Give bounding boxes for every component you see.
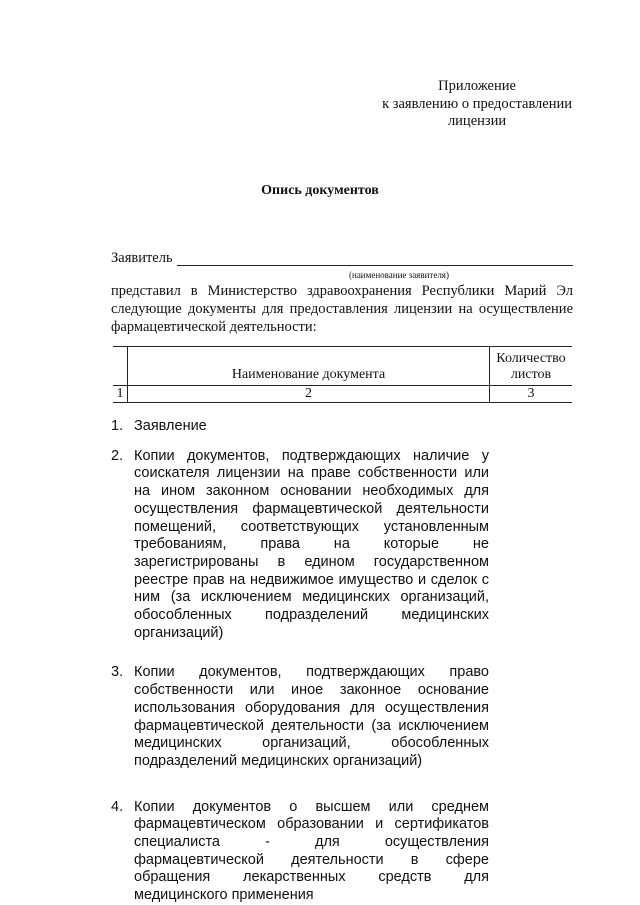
header-cell-sheet-count: Количество листов bbox=[490, 347, 573, 386]
table-header-row bbox=[113, 347, 572, 386]
list-item bbox=[111, 418, 489, 436]
list-item-text: Копии документов о высшем или среднем фармацевтическом образовании и сертификатов специалиста - для осуществления фармацевтической деятельности в сфере обращения лекарственных средств для медицинского применения bbox=[134, 798, 489, 904]
header-cell-document-name: Наименование документа bbox=[128, 347, 490, 386]
list-item bbox=[111, 664, 489, 770]
list-item-text: Копии документов, подтверждающих наличие у соискателя лицензии на праве собственности или на ином законном основании необходимых для осуществления фармацевтической деятельности помещений, соответствующих установленным требованиям, права на которые не зарегистрированы в едином государственном реестре прав на недвижимое имущество и сделок с ним (за исключением медицинских организаций, обособленных подразделений медицинских организаций) bbox=[134, 447, 489, 641]
appendix-line-2: к заявлению о предоставлении bbox=[382, 95, 572, 112]
table-cell: 2 bbox=[128, 386, 490, 403]
list-item-number: 4. bbox=[111, 798, 124, 815]
list-item-text: Копии документов, подтверждающих право собственности или иное законное основание использования оборудования для осуществления фармацевтической деятельности (за исключением медицинских организаций, обособленных подразделений медицинских организаций) bbox=[134, 664, 489, 769]
table-cell: 3 bbox=[490, 386, 573, 403]
list-item-number: 3. bbox=[111, 664, 124, 681]
appendix-line-3: лицензии bbox=[447, 113, 507, 129]
list-item-text: Заявление bbox=[134, 418, 207, 434]
documents-list bbox=[111, 418, 489, 905]
header-cell-number bbox=[113, 347, 128, 386]
appendix-line-1: Приложение bbox=[438, 78, 516, 94]
intro-paragraph: представил в Министерство здравоохранения Республики Марий Эл следующие документы для предоставления лицензии на осуществление фармацевтической деятельности: bbox=[111, 283, 573, 335]
list-item-number: 2. bbox=[111, 447, 124, 464]
page-title: Опись документов bbox=[261, 183, 379, 198]
list-item bbox=[111, 448, 489, 643]
applicant-underline bbox=[177, 265, 573, 266]
documents-table bbox=[113, 346, 572, 403]
applicant-hint: (наименование заявителя) bbox=[349, 270, 449, 280]
applicant-field bbox=[111, 250, 573, 280]
list-item bbox=[111, 799, 489, 905]
table-cell: 1 bbox=[113, 386, 128, 403]
appendix-header bbox=[382, 78, 572, 131]
applicant-label: Заявитель bbox=[111, 250, 173, 266]
list-item-number: 1. bbox=[111, 418, 124, 434]
table-row bbox=[113, 386, 572, 403]
